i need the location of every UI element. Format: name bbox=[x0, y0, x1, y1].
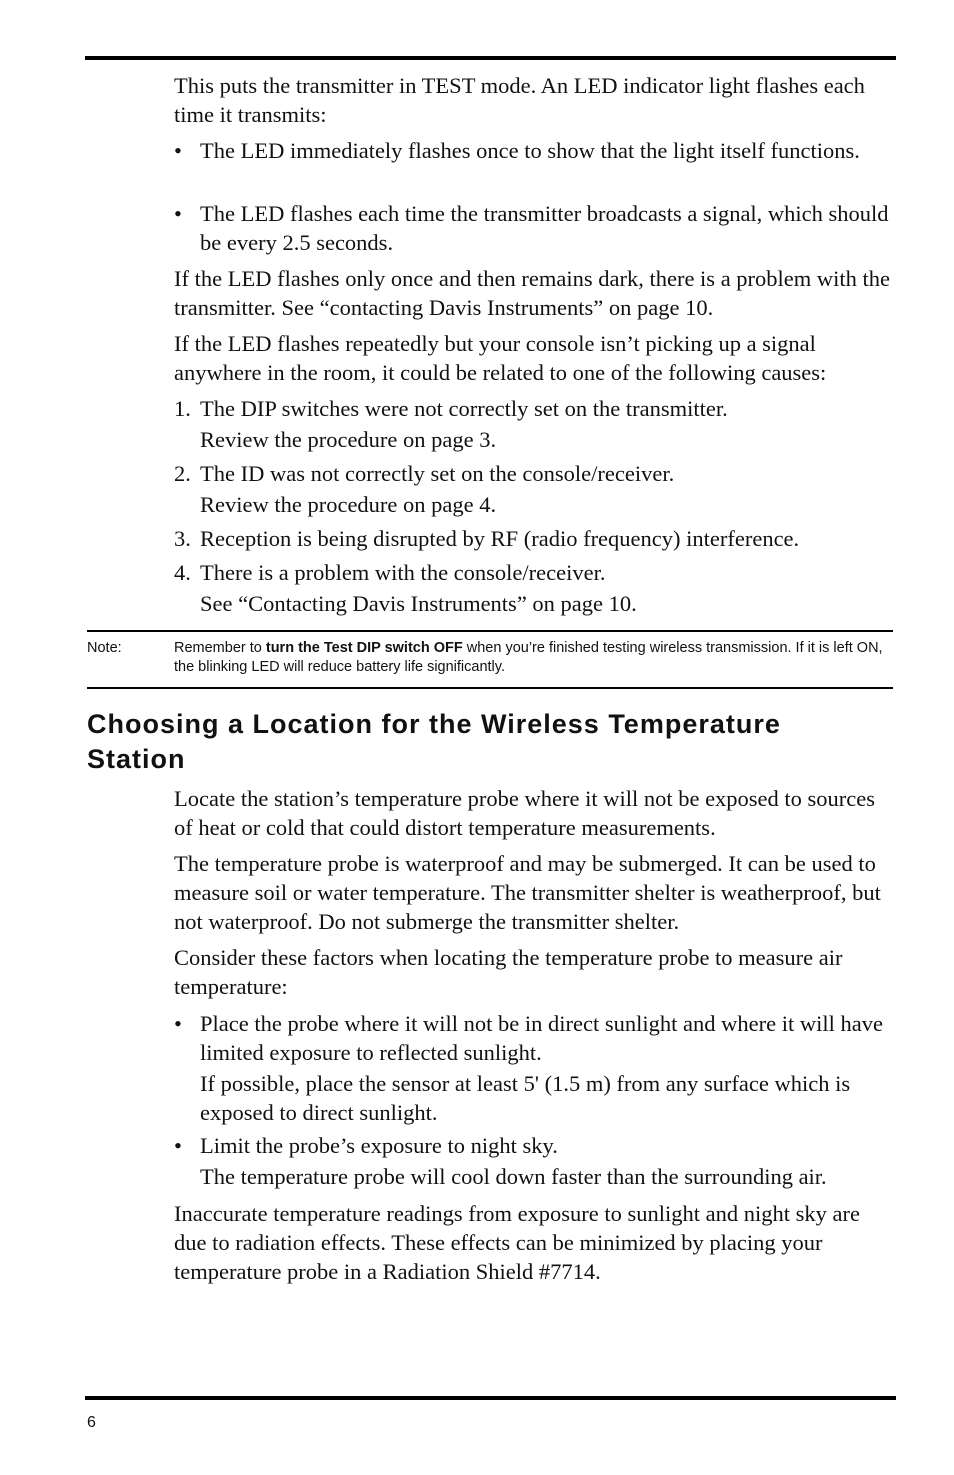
cause-text: Reception is being disrupted by RF (radio frequency) interference. bbox=[200, 526, 800, 551]
cause-item-1 bbox=[174, 394, 894, 454]
cause-subtext: See “Contacting Davis Instruments” on page 10. bbox=[200, 591, 637, 616]
cause-item-2 bbox=[174, 459, 894, 519]
factor-bullet-1-subtext: If possible, place the sensor at least 5' (1.5 m) from any surface which is exposed to direct sunlight. bbox=[200, 1071, 851, 1125]
led-bullet-1 bbox=[174, 136, 894, 165]
factor-bullet-2 bbox=[174, 1131, 894, 1191]
cause-text: The ID was not correctly set on the console/receiver. bbox=[200, 461, 675, 486]
cause-number: 1. bbox=[174, 396, 191, 421]
cause-item-3 bbox=[174, 524, 894, 553]
note-body bbox=[174, 639, 894, 677]
factor-bullet-2-text: Limit the probe’s exposure to night sky. bbox=[200, 1133, 558, 1158]
location-paragraph-3: Consider these factors when locating the temperature probe to measure air temperature: bbox=[174, 945, 843, 999]
cause-number: 3. bbox=[174, 526, 191, 551]
bottom-rule bbox=[85, 1396, 896, 1400]
bullet-marker: • bbox=[174, 138, 182, 163]
note-suffix: when you’re finished testing wireless transmission. If it is left ON, the blinking LED will reduce battery life significantly. bbox=[174, 640, 883, 675]
page-number: 6 bbox=[87, 1414, 96, 1431]
location-paragraph-4: Inaccurate temperature readings from exposure to sunlight and night sky are due to radiation effects. These effects can be minimized by placing your temperature probe in a Radiation Shield #7714. bbox=[174, 1201, 861, 1284]
section-heading: Choosing a Location for the Wireless Temperature Station bbox=[87, 709, 781, 774]
intro-paragraph: This puts the transmitter in TEST mode. An LED indicator light flashes each time it transmits: bbox=[174, 73, 865, 127]
bullet-marker: • bbox=[174, 201, 182, 226]
cause-text: There is a problem with the console/receiver. bbox=[200, 560, 606, 585]
bullet-marker: • bbox=[174, 1011, 182, 1036]
location-paragraph-2: The temperature probe is waterproof and may be submerged. It can be used to measure soil or water temperature. The transmitter shelter is weatherproof, but not waterproof. Do not submerge the transmitter shelter. bbox=[174, 851, 881, 934]
led-bullet-1-text: The LED immediately flashes once to show that the light itself functions. bbox=[200, 138, 860, 163]
top-rule bbox=[85, 56, 896, 60]
led-bullet-2 bbox=[174, 199, 894, 257]
note-prefix: Remember to bbox=[174, 640, 266, 656]
bullet-marker: • bbox=[174, 1133, 182, 1158]
factor-bullet-1 bbox=[174, 1009, 894, 1127]
cause-subtext: Review the procedure on page 4. bbox=[200, 492, 497, 517]
cause-number: 2. bbox=[174, 461, 191, 486]
flashes-once-paragraph: If the LED flashes only once and then remains dark, there is a problem with the transmitter. See “contacting Davis Instruments” on page 10. bbox=[174, 266, 891, 320]
cause-text: The DIP switches were not correctly set on the transmitter. bbox=[200, 396, 728, 421]
cause-number: 4. bbox=[174, 560, 191, 585]
note-emphasis: turn the Test DIP switch OFF bbox=[265, 640, 463, 656]
factor-bullet-2-subtext: The temperature probe will cool down faster than the surrounding air. bbox=[200, 1164, 827, 1189]
note-label: Note: bbox=[87, 640, 122, 656]
factor-bullet-1-text: Place the probe where it will not be in direct sunlight and where it will have limited exposure to reflected sunlight. bbox=[200, 1011, 883, 1065]
location-paragraph-1: Locate the station’s temperature probe where it will not be exposed to sources of heat or cold that could distort temperature measurements. bbox=[174, 786, 876, 840]
note-box bbox=[87, 630, 893, 689]
led-bullet-2-text: The LED flashes each time the transmitter broadcasts a signal, which should be every 2.5 seconds. bbox=[200, 201, 889, 255]
cause-item-4 bbox=[174, 558, 894, 618]
cause-subtext: Review the procedure on page 3. bbox=[200, 427, 497, 452]
flashes-repeatedly-paragraph: If the LED flashes repeatedly but your console isn’t picking up a signal anywhere in the room, it could be related to one of the following causes: bbox=[174, 331, 827, 385]
